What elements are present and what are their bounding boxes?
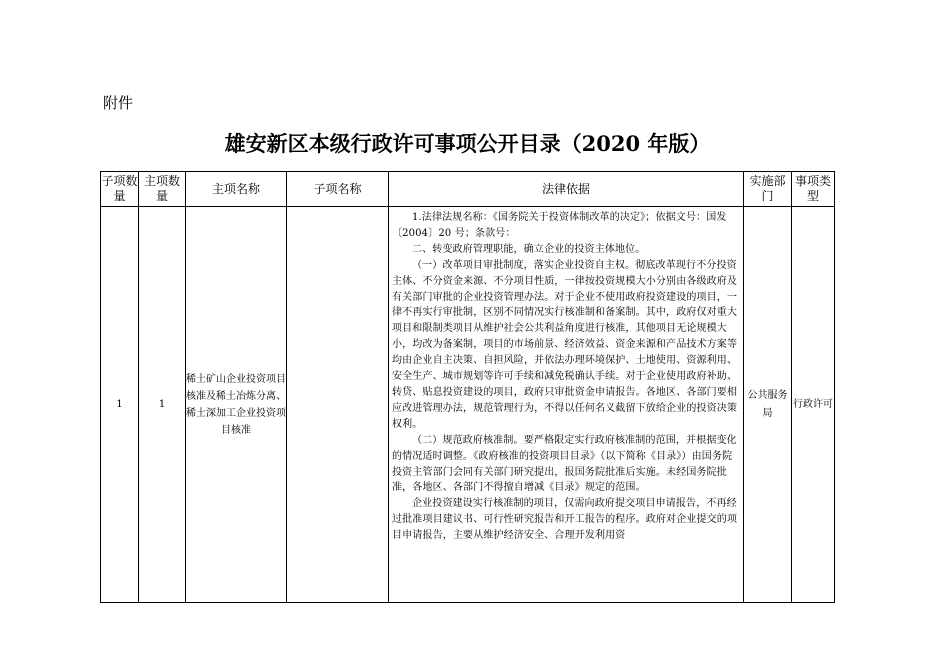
header-sub-count: 子项数量 [101, 172, 139, 207]
legal-paragraph: 二、转变政府管理职能，确立企业的投资主体地位。 [412, 243, 646, 255]
legal-paragraph: 1.法律法规名称：《国务院关于投资体制改革的决定》；依据文号：国发〔2004〕20 号；条款号： [392, 212, 727, 239]
table-row [101, 207, 835, 603]
header-main-name: 主项名称 [186, 172, 287, 207]
header-item-type: 事项类型 [792, 172, 835, 207]
table-header-row [101, 172, 835, 207]
cell-department: 公共服务局 [744, 207, 792, 603]
header-legal-basis: 法律依据 [389, 172, 744, 207]
cell-item-type: 行政许可 [792, 207, 835, 603]
header-department: 实施部门 [744, 172, 792, 207]
catalog-table [100, 171, 835, 603]
legal-paragraph: （二）规范政府核准制。要严格限定实行政府核准制的范围，并根据变化的情况适时调整。《政府核准的投资项目目录》（以下简称《目录》）由国务院投资主管部门会同有关部门研究提出，报国务院批准后实施。未经国务院批准，各地区、各部门不得擅自增减《目录》规定的范围。 [392, 434, 737, 494]
cell-main-name: 稀土矿山企业投资项目核准及稀土冶炼分离、稀土深加工企业投资项目核准 [186, 207, 287, 603]
header-main-count: 主项数量 [139, 172, 186, 207]
cell-legal-basis [389, 207, 744, 603]
cell-sub-count: 1 [101, 207, 139, 603]
cell-sub-name [287, 207, 389, 603]
legal-paragraph: 企业投资建设实行核准制的项目，仅需向政府提交项目申请报告，不再经过批准项目建议书、可行性研究报告和开工报告的程序。政府对企业提交的项目申请报告，主要从维护经济安全、合理开发利用资 [392, 498, 738, 542]
page-title: 雄安新区本级行政许可事项公开目录（2020 年版） [224, 131, 711, 156]
legal-paragraph: （一）改革项目审批制度，落实企业投资自主权。彻底改革现行不分投资主体、不分资金来源、不分项目性质，一律按投资规模大小分别由各级政府及有关部门审批的企业投资管理办法。对于企业不使用政府投资建设的项目，一律不再实行审批制，区别不同情况实行核准制和备案制。其中，政府仅对重大项目和限制类项目从维护社会公共利益角度进行核准，其他项目无论规模大小，均改为备案制，项目的市场前景、经济效益、资金来源和产品技术方案等均由企业自主决策、自担风险，并依法办理环境保护、土地使用、资源利用、安全生产、城市规划等许可手续和减免税确认手续。对于企业使用政府补助、转贷、贴息投资建设的项目，政府只审批资金申请报告。各地区、各部门要相应改进管理办法，规范管理行为，不得以任何名义截留下放给企业的投资决策权利。 [392, 259, 738, 430]
attachment-label: 附件 [103, 94, 134, 112]
cell-main-count: 1 [139, 207, 186, 603]
header-sub-name: 子项名称 [287, 172, 389, 207]
